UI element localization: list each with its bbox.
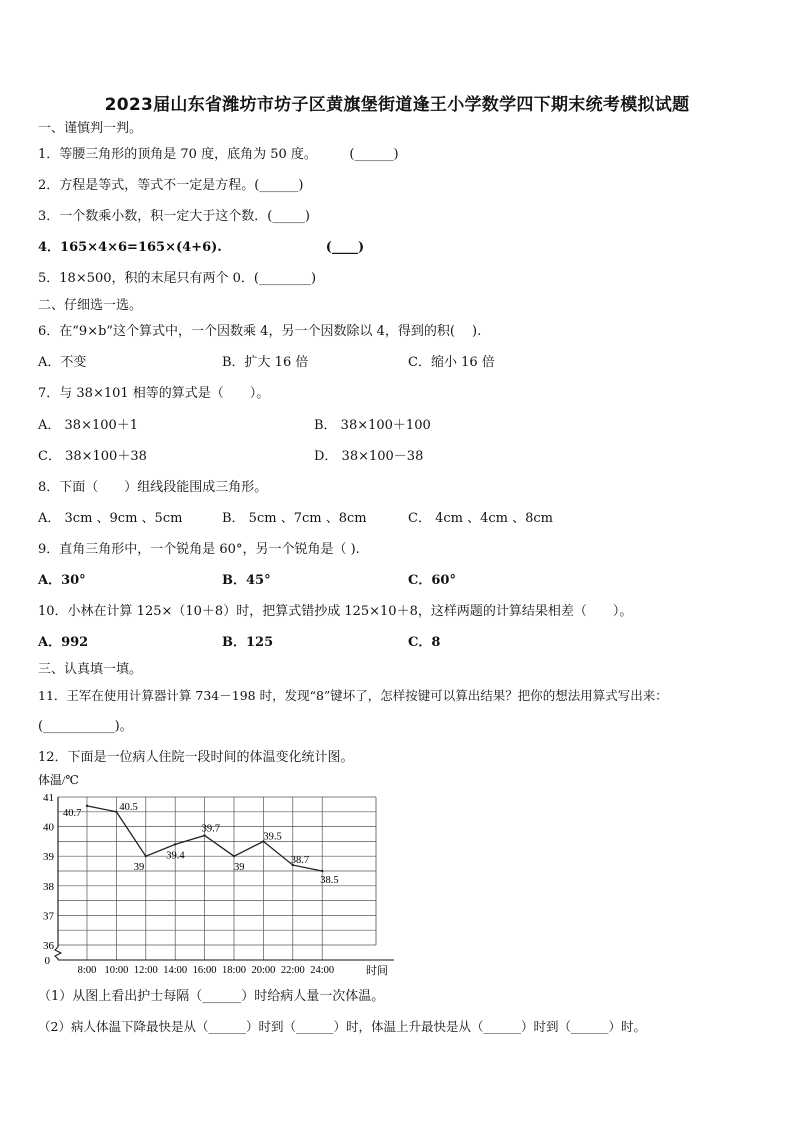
section-3-heading: 三、认真填一填。 [38,662,143,677]
chart-axes [55,797,394,960]
question-10-option-b: B．125 [222,635,274,650]
chart-x-tick-label: 14:00 [163,965,188,976]
question-12: 12．下面是一位病人住院一段时间的体温变化统计图。 [38,750,354,765]
question-6-option-b: B．扩大 16 倍 [222,355,309,370]
chart-data-label: 38.7 [290,855,310,867]
chart-data-label: 40.7 [63,807,82,819]
chart-data-label: 39.7 [201,823,220,835]
chart-data-label: 38.5 [320,875,339,886]
question-11-answer-blank: (___________)。 [38,719,133,734]
question-12-part-2: （2）病人体温下降最快是从（______）时到（______）时，体温上升最快是从（______）时到（______）时。 [38,1019,646,1034]
chart-y-tick-label: 41 [43,792,54,804]
question-7-option-c: C． 38×100＋38 [38,449,147,464]
page-title: 2023届山东省潍坊市坊子区黄旗堡街道逢王小学数学四下期末统考模拟试题 [104,95,690,115]
chart-y-tick-label: 36 [43,940,54,952]
question-11: 11．王军在使用计算器计算 734－198 时，发现“8”键坏了，怎样按键可以算出结果？把你的想法用算式写出来： [38,688,668,703]
question-10-option-c: C．8 [408,635,441,650]
question-7: 7．与 38×101 相等的算式是（ ）。 [38,386,270,401]
chart-x-tick-label: 12:00 [133,965,158,976]
question-9-option-c: C．60° [408,573,456,588]
question-1: 1．等腰三角形的顶角是 70 度，底角为 50 度。 (______) [38,147,399,162]
question-7-option-a: A． 38×100＋1 [38,418,139,433]
question-9-option-b: B．45° [222,573,271,588]
chart-y-tick-label: 0 [44,955,50,967]
chart-y-axis-label: 体温/℃ [38,773,79,787]
chart-y-tick-label: 40 [43,821,54,834]
chart-data-label: 39.5 [263,831,282,843]
chart-y-tick-label: 39 [43,851,54,864]
chart-data-point [174,843,176,845]
chart-x-tick-label: 18:00 [222,965,246,976]
chart-y-tick-label: 37 [43,910,54,923]
section-1-heading: 一、谨慎判一判。 [38,121,143,136]
chart-data-point [203,834,205,836]
question-8-option-b: B． 5cm 、7cm 、8cm [222,511,367,526]
question-10: 10．小林在计算 125×（10＋8）时，把算式错抄成 125×10＋8，这样两题的计算结果相差（ ）。 [38,604,633,619]
question-7-option-b: B． 38×100＋100 [314,418,431,433]
question-9-option-a: A．30° [38,573,86,588]
question-2: 2．方程是等式，等式不一定是方程。(______) [38,178,304,193]
chart-data-labels [63,802,339,886]
chart-data-point [86,805,88,807]
question-8-option-a: A． 3cm 、9cm 、5cm [38,511,183,526]
chart-data-label: 40.5 [119,801,138,813]
question-9: 9．直角三角形中，一个锐角是 60°，另一个锐角是（ ). [38,542,360,557]
temperature-line-chart [32,772,404,982]
question-7-option-d: D． 38×100－38 [314,449,424,464]
chart-data-point [233,855,235,857]
question-10-option-a: A．992 [38,635,89,650]
question-8: 8．下面（ ）组线段能围成三角形。 [38,480,268,495]
chart-data-point [115,811,117,813]
question-3: 3．一个数乘小数，积一定大于这个数．(_____) [38,209,310,224]
chart-x-tick-label: 10:00 [104,965,129,976]
chart-x-tick-label: 24:00 [310,965,335,976]
chart-x-tick-label: 16:00 [192,965,217,976]
question-6-option-c: C．缩小 16 倍 [408,355,495,370]
chart-data-point [321,870,323,872]
chart-data-point [145,855,147,857]
chart-x-tick-label: 8:00 [77,965,97,976]
question-5: 5．18×500，积的末尾只有两个 0．(________) [38,271,317,286]
section-2-heading: 二、仔细选一选。 [38,298,143,313]
question-6: 6．在“9×b”这个算式中，一个因数乘 4，另一个因数除以 4，得到的积( ). [38,324,482,339]
question-8-option-c: C． 4cm 、4cm 、8cm [408,511,553,526]
chart-axis-break [55,947,61,960]
chart-x-tick-label: 22:00 [280,965,305,976]
question-12-part-1: （1）从图上看出护士每隔（______）时给病人量一次体温。 [38,989,385,1004]
chart-x-tick-label: 20:00 [251,965,276,976]
chart-data-label: 39 [133,862,145,874]
question-6-option-a: A．不变 [38,355,87,370]
chart-data-label: 39.4 [166,850,185,862]
chart-y-tick-label: 38 [43,880,54,893]
chart-data-label: 39 [234,862,245,874]
chart-x-axis-label: 时间 [366,965,388,977]
question-4: 4．165×4×6=165×(4+6). (____) [38,240,365,255]
